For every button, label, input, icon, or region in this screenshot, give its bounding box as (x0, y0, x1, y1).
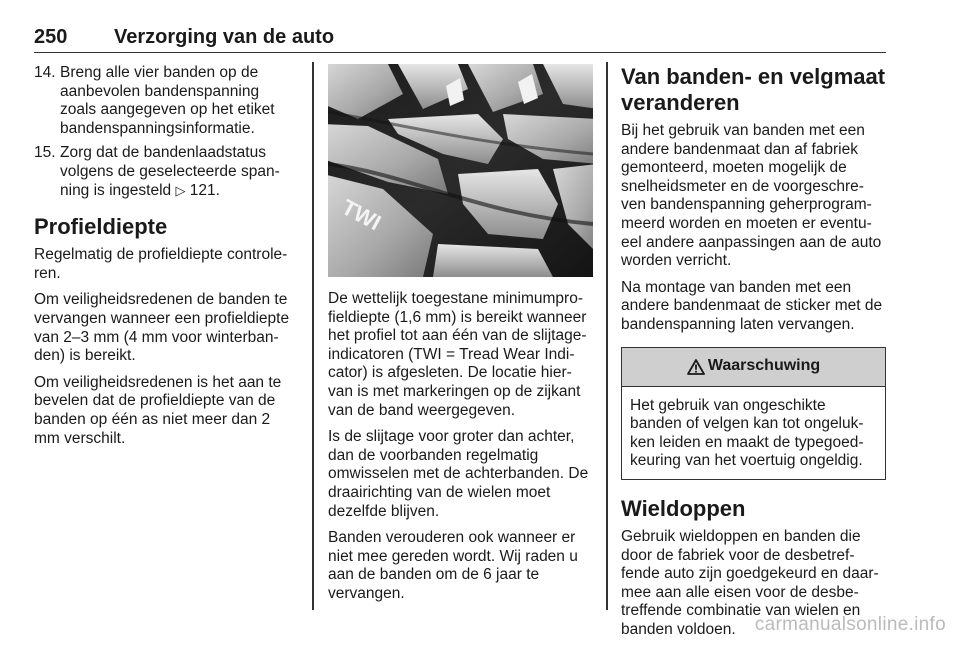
page-number: 250 (34, 26, 68, 48)
paragraph: De wettelijk toegestane minimumpro-fieldiepte (1,6 mm) is bereikt wanneer het profiel tot aan één van de slijtage-indicatoren (TWI = Tread Wear Indi-cator) is afgesleten. De locatie hier-van is met markeringen op de zijkant van de band weergegeven. (328, 290, 587, 419)
list-text: Breng alle vier banden op de aanbevolen bandenspanning zoals aangegeven op het etiket bandenspanningsinformatie. (60, 64, 275, 137)
page-reference-icon: ▷ (175, 182, 186, 198)
list-number: 15. (34, 144, 56, 162)
paragraph: Is de slijtage voor groter dan achter, dan de voorbanden regelmatig omwisselen met de achterbanden. De draairichting van de wielen moet dezelfde blijven. (328, 428, 589, 520)
page-header (34, 26, 886, 53)
paragraph: Banden verouderen ook wanneer er niet mee gereden wordt. Wij raden u aan de banden om de 6 jaar te vervangen. (328, 529, 578, 602)
paragraph: Om veiligheidsredenen de banden te vervangen wanneer een profieldiepte van 2–3 mm (4 mm voor winterban-den) is bereikt. (34, 291, 290, 365)
list-item (34, 144, 299, 200)
column-left (34, 64, 299, 456)
paragraph: Bij het gebruik van banden met een andere bandenmaat dan af fabriek gemonteerd, moeten mogelijk de snelheidsmeter en de voorgeschre-ven bandenspanning geherprogram-meerd worden en moeten er eventu-eel andere aanpassingen aan de auto worden verricht. (621, 122, 882, 270)
list-number: 14. (34, 64, 56, 81)
section-heading-profieldiepte: Profieldiepte (34, 214, 168, 240)
watermark: carmanualsonline.info (754, 614, 946, 635)
page-reference[interactable]: 121. (189, 181, 220, 199)
paragraph: Om veiligheidsredenen is het aan te bevelen dat de profieldiepte van de banden op één as niet meer dan 2 mm verschilt. (34, 373, 282, 447)
warning-header (622, 348, 885, 387)
list-item (34, 64, 299, 138)
warning-triangle-icon (687, 359, 705, 375)
warning-title: Waarschuwing (707, 357, 821, 375)
section-heading-wieldoppen: Wieldoppen (621, 495, 746, 521)
paragraph: Na montage van banden met een andere bandenmaat de sticker met de bandenspanning laten vervangen. (621, 278, 883, 333)
warning-text: Het gebruik van ongeschikte banden of velgen kan tot ongeluk-ken leiden en maakt de typegoed-keuring van het voertuig ongeldig. (630, 396, 864, 470)
column-right (621, 64, 886, 647)
paragraph: Regelmatig de profieldiepte controle-ren. (34, 246, 288, 282)
list-text-body: Zorg dat de bandenlaadstatus volgens de geselecteerde span-ning is ingesteld (60, 144, 280, 199)
paragraph: Gebruik wieldoppen en banden die door de fabriek voor de desbetref-fende auto zijn goedgekeurd en daar-mee aan alle eisen voor de desbe-treffende combinatie van wielen en banden voldoen. (621, 527, 879, 638)
column-divider (312, 62, 314, 610)
warning-box (621, 347, 886, 480)
chapter-title: Verzorging van de auto (114, 26, 335, 48)
column-middle (328, 64, 593, 612)
column-divider (606, 62, 608, 610)
tire-tread-image (328, 64, 593, 277)
twi-marking-label: TWI (337, 194, 385, 236)
section-heading-bandenmaat: Van banden- en velgmaat veranderen (621, 64, 886, 115)
list-text (60, 144, 299, 200)
